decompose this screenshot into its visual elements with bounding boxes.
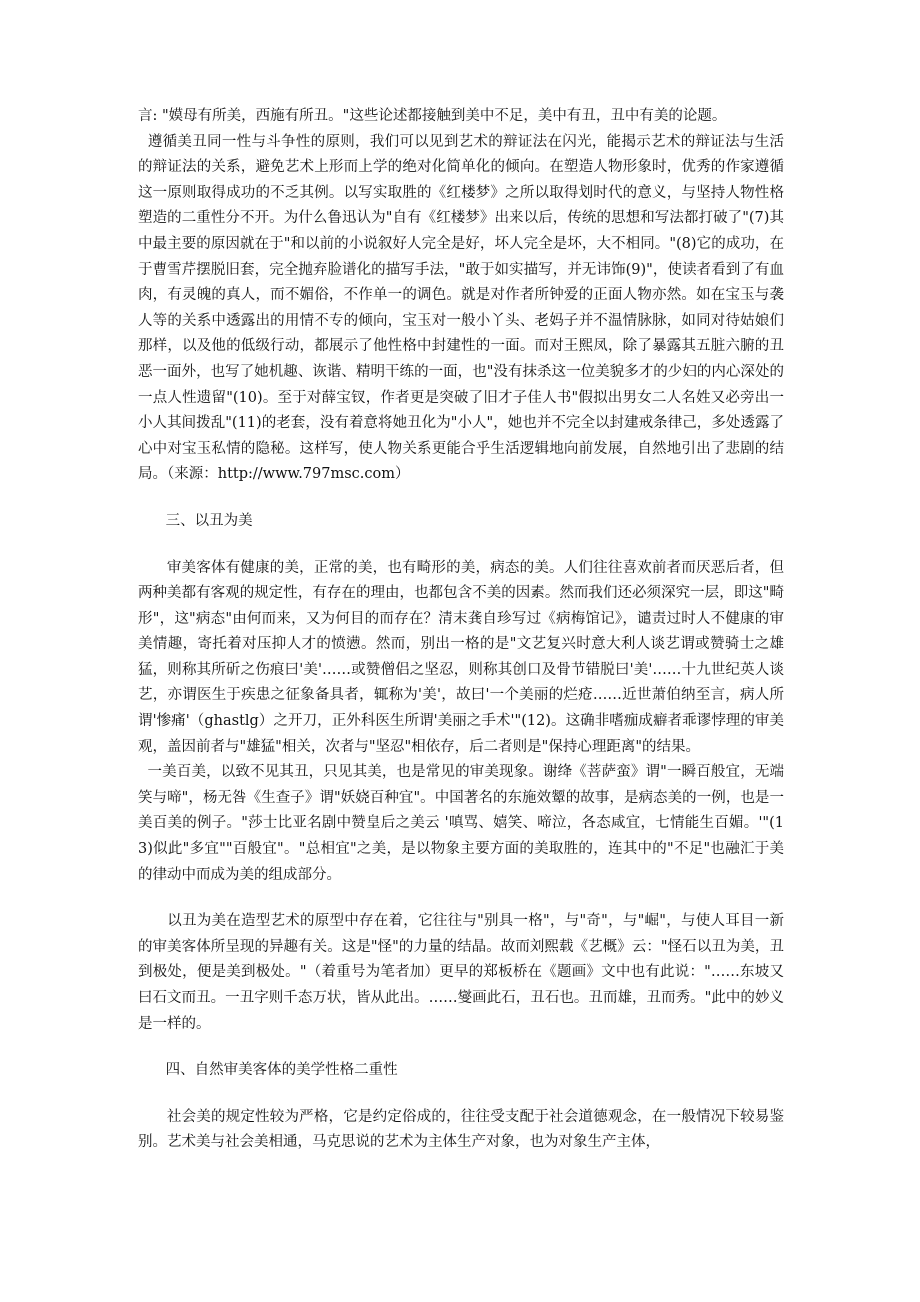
spacer — [138, 535, 784, 556]
paragraph-opening-quote: 言: "嫫母有所美，西施有所丑。"这些论述都接触到美中不足，美中有丑，丑中有美的论题。 — [138, 108, 727, 124]
paragraph-ugly-as-beauty: 以丑为美在造型艺术的原型中存在着，它往往与"别具一格"，与"奇"，与"崛"，与使人耳目一新的审美客体所呈现的异趣有关。这是"怪"的力量的结晶。故而刘熙载《艺概》云："怪石以丑为美，丑到极处，便是美到极处。"（着重号为笔者加）更早的郑板桥在《题画》文中也有此说："……东坡又曰石文而丑。一丑字则千态万状，皆从此出。……燮画此石，丑石也。丑而雄，丑而秀。"此中的妙义是一样的。 — [138, 913, 785, 1032]
spacer — [138, 488, 784, 509]
paragraph-hongloumeng: 遵循美丑同一性与斗争性的原则，我们可以见到艺术的辩证法在闪光，能揭示艺术的辩证法与生活的辩证法的关系，避免艺术上形而上学的绝对化简单化的倾向。在塑造人物形象时，优秀的作家遵循这一原则取得成功的不乏其例。以写实取胜的《红楼梦》之所以取得划时代的意义，与坚持人物性格塑造的二重性分不开。为什么鲁迅认为"自有《红楼梦》出来以后，传统的思想和写法都打破了"(7)其中最主要的原因就在于"和以前的小说叙好人完全是好，坏人完全是坏，大不相同。"(8)它的成功，在于曹雪芹摆脱旧套，完全抛弃脸谱化的描写手法，"敢于如实描写，并无讳饰(9)"，使读者看到了有血肉，有灵魄的真人，而不媚俗，不作单一的调色。就是对作者所钟爱的正面人物亦然。如在宝玉与袭人等的关系中透露出的用情不专的倾向，宝玉对一般小丫头、老妈子并不温情脉脉，如同对待姑娘们那样，以及他的低级行动，都展示了他性格中封建性的一面。而对王熙凤，除了暴露其五脏六腑的丑恶一面外，也写了她机趣、诙谐、精明干练的一面，也"没有抹杀这一位美貌多才的少妇的内心深处的一点人性遗留"(10)。至于对薛宝钗，作者更是突破了旧才子佳人书"假拟出男女二人名姓又必旁出一小人其间拨乱"(11)的老套，没有着意将她丑化为"小人"，她也并不完全以封建戒条律己，多处透露了心中对宝玉私情的隐秘。这样写，使人物关系更能合乎生活逻辑地向前发展，自然地引出了悲剧的结局。（来源：http://www.797msc.com） — [138, 133, 785, 483]
paragraph-morbid-beauty: 审美客体有健康的美，正常的美，也有畸形的美，病态的美。人们往往喜欢前者而厌恶后者，但两种美都有客观的规定性，有存在的理由，也都包含不美的因素。然而我们还必须深究一层，即这"畸形"，这"病态"由何而来，又为何目的而存在？清末龚自珍写过《病梅馆记》，谴责过时人不健康的审美情趣，寄托着对压抑人才的愤懑。然而，别出一格的是"文艺复兴时意大利人谈艺谓或赞骑士之雄猛，则称其所斫之伤痕曰'美'……或赞僧侣之坚忍，则称其创口及骨节错脱曰'美'……十九世纪英人谈艺，亦谓医生于疾患之征象备具者，辄称为'美'，故曰'一个美丽的烂疮……近世萧伯纳至言，病人所谓'惨痛'（ghastlg）之开刀，正外科医生所谓'美丽之手术'"(12)。这确非嗜痂成癖者乖谬悖理的审美观，盖因前者与"雄猛"相关，次者与"坚忍"相依存，后二者则是"保持心理距离"的结果。 — [138, 559, 785, 755]
section-heading-3: 三、以丑为美 — [138, 512, 253, 529]
paragraph-social-beauty: 社会美的规定性较为严格，它是约定俗成的，往往受支配于社会道德观念，在一般情况下较易鉴别。艺术美与社会美相通，马克思说的艺术为主体生产对象，也为对象生产主体， — [138, 1108, 785, 1151]
document-body — [138, 104, 784, 1156]
spacer — [138, 1084, 784, 1105]
spacer — [138, 1037, 784, 1058]
section-heading-4: 四、自然审美客体的美学性格二重性 — [138, 1062, 398, 1079]
spacer — [138, 888, 784, 909]
paragraph-one-beauty-all-beauty: 一美百美，以致不见其丑，只见其美，也是常见的审美现象。谢绛《菩萨蛮》谓"一瞬百般宜，无端笑与啼"，杨无咎《生查子》谓"妖娆百种宜"。中国著名的东施效颦的故事，是病态美的一例，也是一美百美的例子。"莎士比亚名剧中赞皇后之美云 '嗔骂、嬉笑、啼泣，各态咸宜，七情能生百媚。'"(13)似此"多宜""百般宜"。"总相宜"之美，是以物象主要方面的美取胜的，连其中的"不足"也融汇于美的律动中而成为美的组成部分。 — [138, 764, 784, 883]
